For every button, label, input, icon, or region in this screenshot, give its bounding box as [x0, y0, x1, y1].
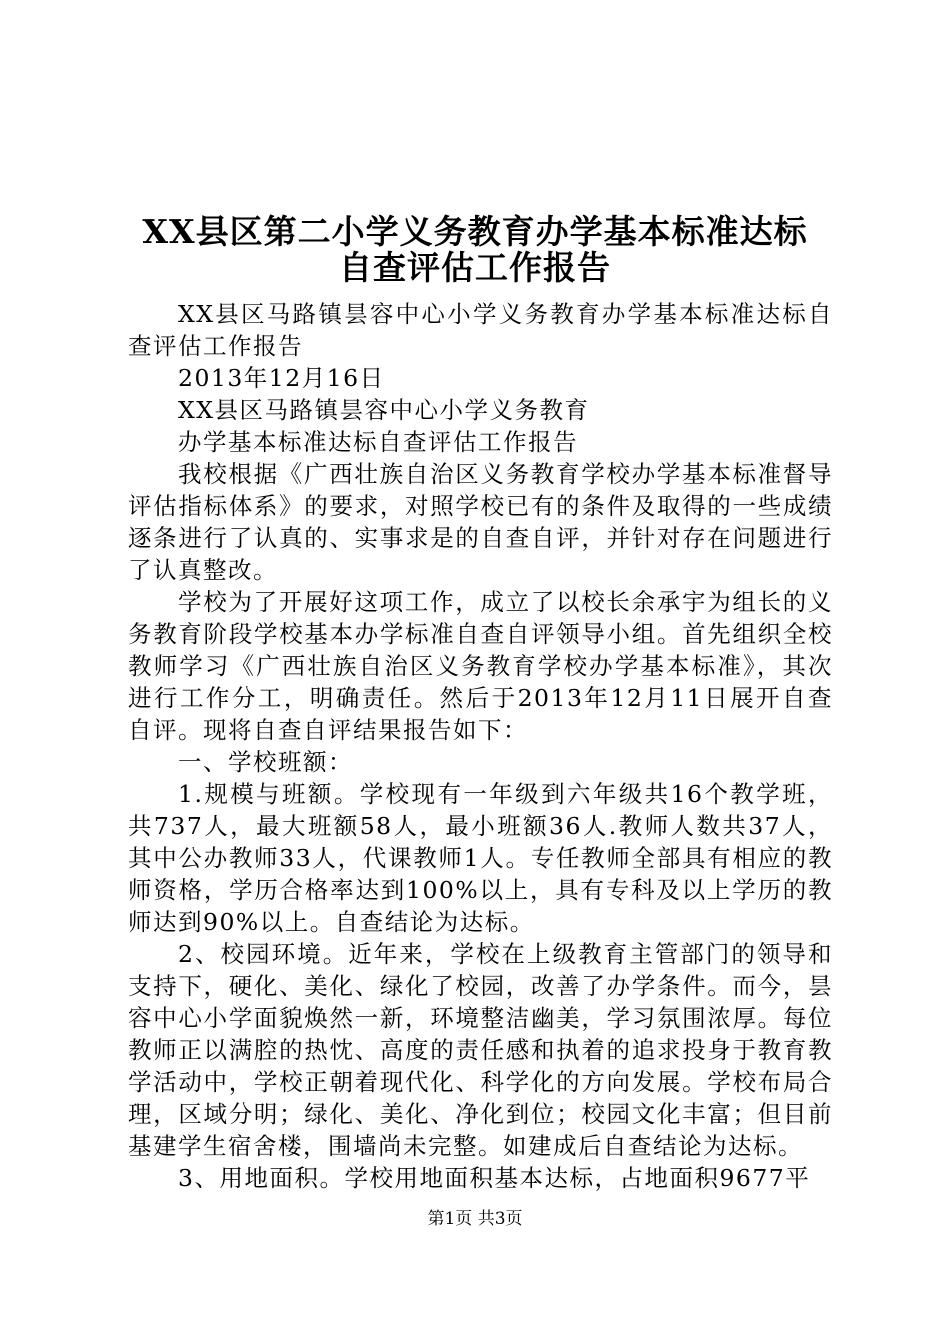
body-paragraph-intro: 我校根据《广西壮族自治区义务教育学校办学基本标准督导评估指标体系》的要求，对照学校已有的条件及取得的一些成绩逐条进行了认真的、实事求是的自查自评，并针对存在问题进行了认真整改。 — [128, 460, 833, 584]
document-body — [128, 298, 833, 1194]
body-paragraph-campus-environment: 2、校园环境。近年来，学校在上级教育主管部门的领导和支持下，硬化、美化、绿化了校园，改善了办学条件。而今，昙容中心小学面貌焕然一新，环境整洁幽美，学习氛围浓厚。每位教师正以满腔的热忱、高度的责任感和执着的追求投身于教育教学活动中，学校正朝着现代化、科学化的方向发展。学校布局合理，区域分明；绿化、美化、净化到位；校园文化丰富；但目前基建学生宿舍楼，围墙尚未完整。如建成后自查结论为达标。 — [128, 940, 833, 1160]
document-title-line-2: 自查评估工作报告 — [339, 248, 611, 287]
body-paragraph-report-name: XX县区马路镇昙容中心小学义务教育办学基本标准达标自查评估工作报告 — [128, 300, 833, 360]
body-paragraph-school-line: XX县区马路镇昙容中心小学义务教育 — [178, 396, 590, 424]
body-paragraph-report-title: 办学基本标准达标自查评估工作报告 — [178, 428, 578, 456]
body-section-heading: 一、学校班额： — [178, 748, 353, 776]
body-paragraph-date: 2013年12月16日 — [178, 364, 385, 392]
body-paragraph-scale-class-size: 1.规模与班额。学校现有一年级到六年级共16个教学班，共737人，最大班额58人，最小班额36人.教师人数共37人，其中公办教师33人，代课教师1人。专任教师全部具有相应的教师资格，学历合格率达到100%以上，具有专科及以上学历的教师达到90%以上。自查结论为达标。 — [128, 780, 833, 936]
body-paragraph-land-area: 3、用地面积。学校用地面积基本达标，占地面积9677平 — [178, 1164, 811, 1192]
page-footer: 第1页 共3页 — [427, 1209, 523, 1229]
body-paragraph-organization: 学校为了开展好这项工作，成立了以校长余承宇为组长的义务教育阶段学校基本办学标准自查自评领导小组。首先组织全校教师学习《广西壮族自治区义务教育学校办学基本标准》，其次进行工作分工，明确责任。然后于2013年12月11日展开自查自评。现将自查自评结果报告如下： — [128, 588, 833, 744]
document-title-line-1: XX县区第二小学义务教育办学基本标准达标 — [142, 212, 808, 252]
